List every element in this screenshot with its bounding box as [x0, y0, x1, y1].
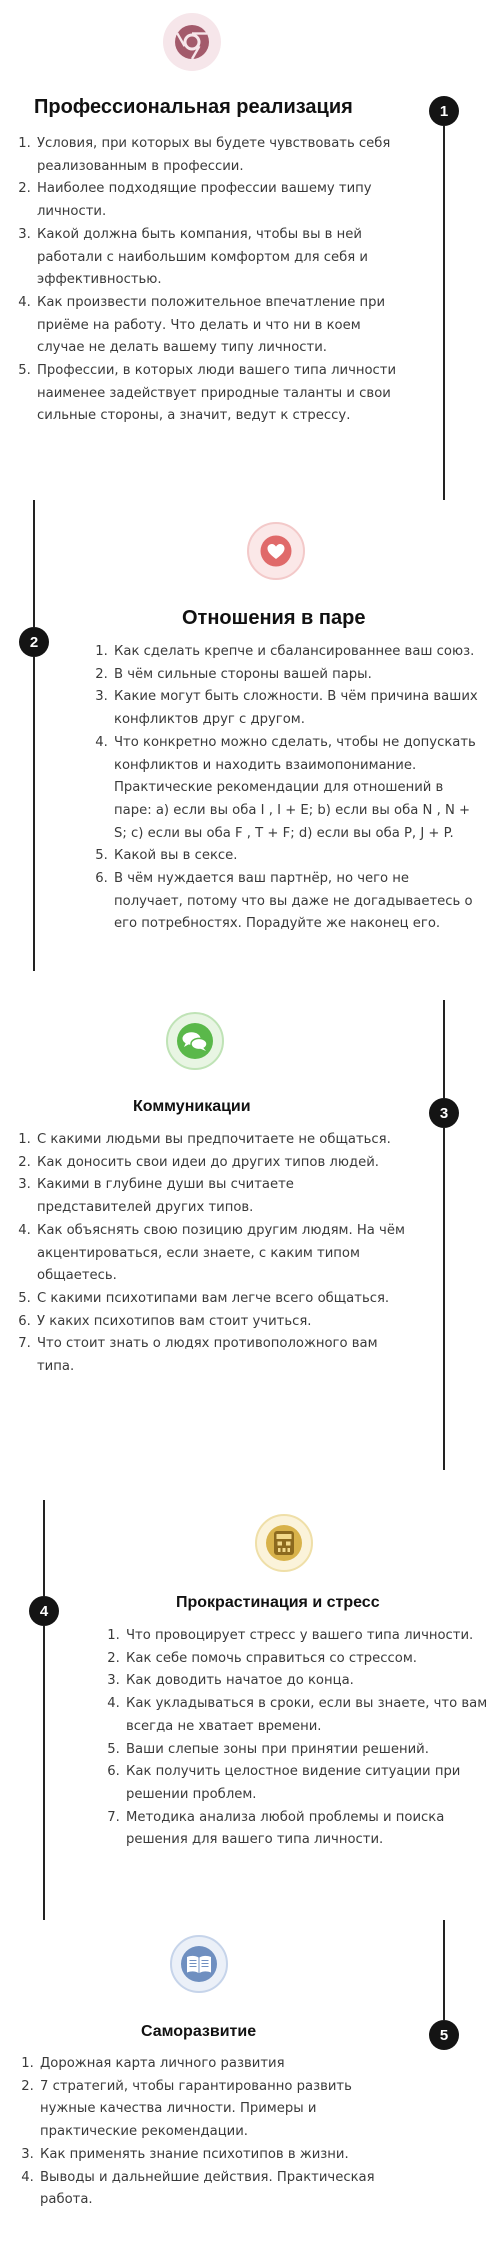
list-item: 5. Ваши слепые зоны при принятии решений.: [124, 1739, 488, 1762]
heart-icon: [247, 522, 305, 580]
list-item: 4. Как произвести положительное впечатление при приёме на работу. Что делать и что ни в коем случае не делать вашему типу личности.: [35, 292, 405, 360]
list-item: 1. Условия, при которых вы будете чувствовать себя реализованным в профессии.: [35, 133, 405, 178]
book-icon: [170, 1935, 228, 1993]
list-item: 4. Выводы и дальнейшие действия. Практическая работа.: [38, 2167, 398, 2212]
timeline-line: [443, 1000, 445, 1098]
section-self-development: [0, 1920, 488, 2260]
section-list: [92, 641, 480, 936]
timeline-line: [443, 1128, 445, 1470]
section-title: Коммуникации: [133, 1098, 251, 1115]
section-relationships: [0, 500, 488, 1000]
section-title: Прокрастинация и стресс: [176, 1594, 380, 1611]
list-item: 1. Дорожная карта личного развития: [38, 2053, 398, 2076]
list-item: 5. Какой вы в сексе.: [112, 845, 480, 868]
section-title: Саморазвитие: [141, 2023, 257, 2040]
timeline-line: [443, 1920, 445, 2020]
list-item: 5. Профессии, в которых люди вашего типа личности наименее задействует природные таланты и свои сильные стороны, а значит, ведут к стрессу.: [35, 360, 405, 428]
chrome-icon: [163, 13, 221, 71]
list-item: 4. Как объяснять свою позицию другим людям. На чём акцентироваться, если знаете, с каким типом общаетесь.: [35, 1220, 405, 1288]
section-title: Профессиональная реализация: [34, 96, 353, 118]
step-number: 3: [429, 1098, 459, 1128]
list-item: 5. С какими психотипами вам легче всего общаться.: [35, 1288, 405, 1311]
step-number: 2: [19, 627, 49, 657]
section-procrastination: [0, 1500, 488, 1920]
list-item: 6. Как получить целостное видение ситуации при решении проблем.: [124, 1761, 488, 1806]
step-number: 4: [29, 1596, 59, 1626]
list-item: 2. Как себе помочь справиться со стрессом.: [124, 1648, 488, 1671]
list-item: 3. Как применять знание психотипов в жизни.: [38, 2144, 398, 2167]
timeline-line: [43, 1500, 45, 1596]
section-list: [104, 1625, 488, 1852]
section-list: [15, 133, 405, 428]
list-item: 1. Как сделать крепче и сбалансированнее ваш союз.: [112, 641, 480, 664]
chat-bubbles-icon: [166, 1012, 224, 1070]
list-item: 2. Как доносить свои идеи до других типов людей.: [35, 1152, 405, 1175]
list-item: 6. В чём нуждается ваш партнёр, но чего не получает, потому что вы даже не догадываетесь о его потребностях. Порадуйте же наконец его.: [112, 868, 480, 936]
list-item: 1. Что провоцирует стресс у вашего типа личности.: [124, 1625, 488, 1648]
list-item: 7. Методика анализа любой проблемы и поиска решения для вашего типа личности.: [124, 1807, 488, 1852]
section-list: [18, 2053, 398, 2212]
section-list: [15, 1129, 405, 1379]
section-title: Отношения в паре: [182, 607, 366, 629]
timeline-line: [43, 1626, 45, 1920]
list-item: 4. Что конкретно можно сделать, чтобы не допускать конфликтов и находить взаимопонимание. Практические рекомендации для отношений в паре: а) если вы оба I , I + E; b) если вы оба N , N + S; c) если вы оба F , T + F; d) если вы оба P, J + P.: [112, 732, 480, 846]
section-communications: [0, 1000, 488, 1470]
list-item: 3. Какой должна быть компания, чтобы вы в ней работали с наибольшим комфортом для себя и эффективностью.: [35, 224, 405, 292]
timeline-line: [443, 126, 445, 500]
list-item: 2. 7 стратегий, чтобы гарантированно развить нужные качества личности. Примеры и практические рекомендации.: [38, 2076, 398, 2144]
list-item: 6. У каких психотипов вам стоит учиться.: [35, 1311, 405, 1334]
temple-mask-icon: [255, 1514, 313, 1572]
list-item: 2. Наиболее подходящие профессии вашему типу личности.: [35, 178, 405, 223]
step-number: 5: [429, 2020, 459, 2050]
list-item: 4. Как укладываться в сроки, если вы знаете, что вам всегда не хватает времени.: [124, 1693, 488, 1738]
list-item: 3. Какие могут быть сложности. В чём причина ваших конфликтов друг с другом.: [112, 686, 480, 731]
section-professional: [0, 0, 488, 500]
list-item: 7. Что стоит знать о людях противоположного вам типа.: [35, 1333, 405, 1378]
timeline-line: [33, 657, 35, 971]
list-item: 2. В чём сильные стороны вашей пары.: [112, 664, 480, 687]
list-item: 3. Как доводить начатое до конца.: [124, 1670, 488, 1693]
list-item: 3. Какими в глубине души вы считаете представителей других типов.: [35, 1174, 405, 1219]
timeline-line: [33, 500, 35, 627]
list-item: 1. С какими людьми вы предпочитаете не общаться.: [35, 1129, 405, 1152]
step-number: 1: [429, 96, 459, 126]
